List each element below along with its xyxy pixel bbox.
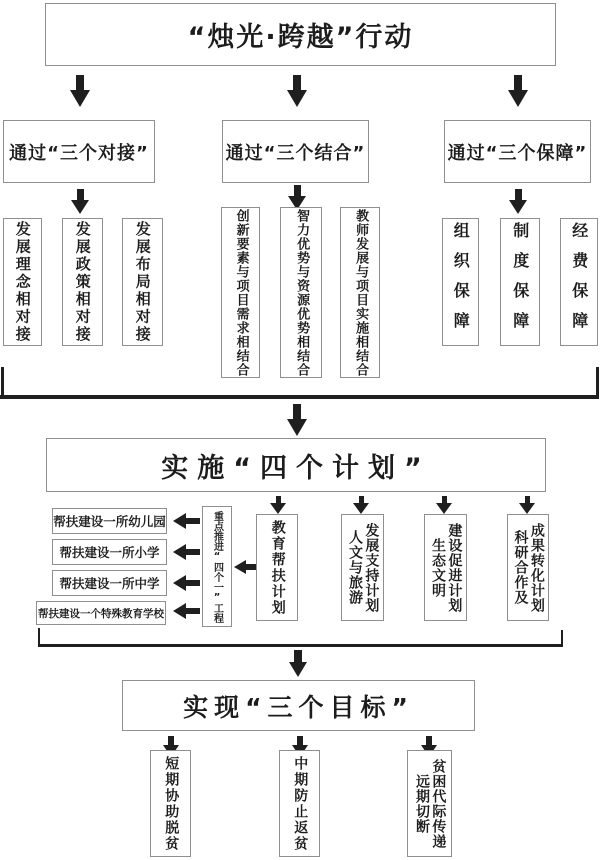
four-plans-title: 实施“四个计划” [161, 452, 431, 484]
plan-research-col2: 成果转化计划 [528, 522, 545, 613]
project-item-middle-label: 帮扶建设一所中学 [59, 576, 160, 591]
box-baozhang-item-1 [442, 218, 479, 346]
down-arrow-icon [353, 496, 369, 514]
goal-box-long-term [407, 750, 452, 857]
box-jiehe-item-3 [340, 207, 380, 378]
down-arrow-icon [71, 189, 89, 214]
project-item-kindergarten-label: 帮扶建设一所幼儿园 [53, 514, 166, 529]
three-jiehe-label: 通过“三个结合” [225, 142, 366, 164]
left-arrow-icon [173, 575, 200, 591]
plan-ecology-col1: 生态文明 [430, 537, 446, 598]
project-item-middle [52, 570, 167, 596]
box-baozhang-item-2 [500, 218, 540, 346]
action-title-box [45, 3, 556, 66]
action-title: “烛光·跨越”行动 [187, 22, 414, 53]
connector-bracket1-left [1, 367, 4, 395]
left-arrow-icon [234, 560, 256, 574]
baozhang-item-2-label: 制度保障 [510, 222, 530, 342]
connector-bracket2-left [38, 628, 40, 644]
box-key-project-driver [202, 506, 232, 627]
duijie-item-1-label: 发展理念相对接 [13, 220, 32, 344]
box-jiehe-item-1 [221, 207, 260, 378]
goal-box-short-term [150, 750, 191, 857]
down-arrow-icon [509, 189, 527, 214]
box-duijie-item-3 [122, 218, 163, 346]
box-three-goals-title [122, 680, 475, 731]
goal-long-term-col2: 贫困代际传递 [430, 758, 447, 849]
down-arrow-icon [287, 404, 307, 436]
three-baozhang-label: 通过“三个保障” [447, 142, 588, 164]
plan-research-col1: 科研合作及 [512, 530, 529, 605]
connector-bracket1-right [596, 367, 599, 395]
left-arrow-icon [173, 603, 200, 619]
plan-ecology-col2: 建设促进计划 [446, 522, 463, 613]
plan-tourism-col2: 发展支持计划 [363, 522, 380, 613]
project-item-special [36, 601, 166, 625]
baozhang-item-1-label: 组织保障 [451, 222, 471, 342]
box-duijie-item-1 [3, 218, 42, 346]
three-goals-title: 实现“三个目标” [183, 692, 414, 722]
project-item-kindergarten [52, 508, 167, 534]
plan-box-research [507, 514, 549, 621]
down-arrow-icon [287, 75, 307, 107]
box-duijie-item-2 [62, 218, 103, 346]
duijie-item-2-label: 发展政策相对接 [73, 220, 92, 344]
box-baozhang-item-3 [560, 218, 598, 346]
project-item-special-label: 帮扶建设一个特殊教育学校 [38, 607, 164, 620]
jiehe-item-3-label: 教师发展与项目实施相结合 [353, 208, 369, 377]
box-jiehe-item-2 [280, 207, 322, 378]
left-arrow-icon [173, 544, 200, 560]
down-arrow-icon [70, 75, 90, 107]
down-arrow-icon [270, 496, 286, 514]
project-item-primary-label: 帮扶建设一所小学 [59, 545, 160, 560]
box-four-plans-title [46, 438, 546, 492]
down-arrow-icon [508, 75, 528, 107]
jiehe-item-1-label: 创新要素与项目需求相结合 [233, 208, 249, 377]
left-arrow-icon [173, 513, 200, 529]
goal-long-term-col1: 远期切断 [414, 773, 430, 834]
project-item-primary [52, 539, 167, 565]
goal-box-mid-term [279, 750, 320, 857]
box-three-jiehe [222, 120, 369, 183]
plan-education-label: 教育帮扶计划 [269, 519, 286, 616]
plan-box-education [256, 514, 298, 621]
plan-tourism-col1: 人文与旅游 [347, 530, 363, 605]
connector-bracket2-right [561, 630, 563, 644]
down-arrow-icon [289, 650, 307, 677]
baozhang-item-3-label: 经费保障 [569, 222, 589, 342]
box-three-duijie [3, 120, 155, 183]
plan-box-ecology [424, 514, 467, 621]
down-arrow-icon [436, 496, 452, 514]
jiehe-item-2-label: 智力优势与资源优势相结合 [294, 208, 310, 377]
box-three-baozhang [444, 120, 591, 183]
down-arrow-icon [519, 496, 535, 514]
connector-bracket1-hline [0, 395, 599, 399]
duijie-item-3-label: 发展布局相对接 [133, 220, 152, 344]
plan-box-tourism [341, 514, 384, 621]
three-duijie-label: 通过“三个对接” [9, 142, 149, 164]
goal-mid-term-label: 中期防止返贫 [292, 755, 309, 852]
connector-bracket2-hline [38, 644, 563, 647]
goal-short-term-label: 短期协助脱贫 [163, 755, 180, 852]
key-project-driver-label: 重点推进“四个一”工程 [211, 510, 223, 623]
